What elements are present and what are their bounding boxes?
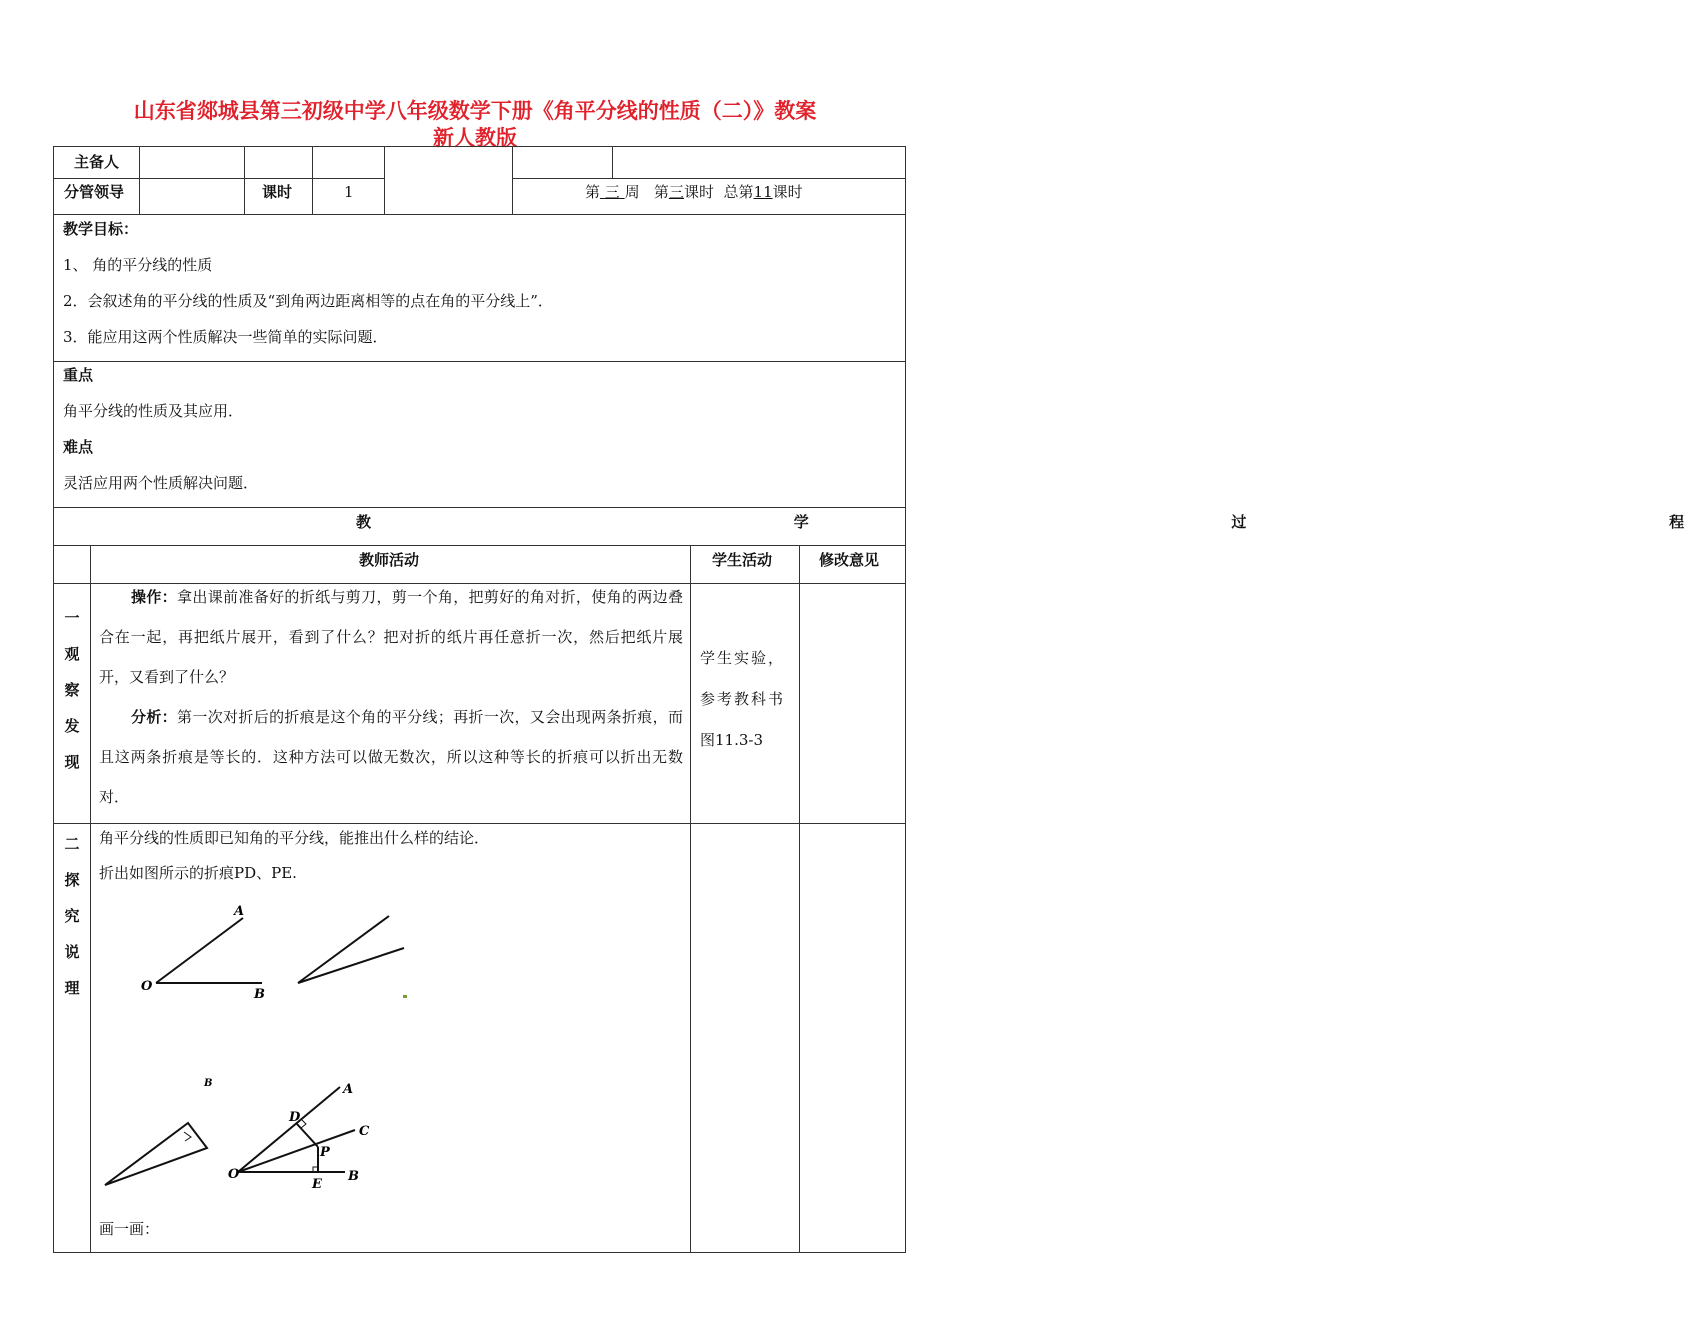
objective-item-1: 1、 角的平分线的性质 — [63, 256, 213, 274]
student-activity-3: 图11.3-3 — [700, 731, 764, 749]
col-revise-header: 修改意见 — [819, 551, 880, 569]
draw-prompt: 画一画： — [99, 1220, 160, 1238]
right-angle-d — [301, 1120, 306, 1128]
leader-label: 分管领导 — [64, 183, 125, 201]
student-activity-2: 参考教科书 — [700, 690, 786, 708]
document-title-line2: 新人教版 — [433, 126, 517, 150]
label-b: B — [254, 987, 265, 1002]
period-value: 1 — [344, 183, 354, 201]
key-points-heading: 重点 — [63, 366, 94, 384]
student-activity-1: 学生实验， — [700, 649, 786, 667]
ray-oa — [156, 918, 243, 983]
col-teacher-header: 教师活动 — [359, 551, 420, 569]
document-title-line1: 山东省郯城县第三初级中学八年级数学下册《角平分线的性质（二）》教案 — [133, 99, 817, 123]
objectives-heading: 教学目标： — [63, 220, 139, 238]
section2-label: 二 探 究 说 理 — [64, 835, 80, 997]
label-e: E — [312, 1177, 322, 1192]
fold-line-upper — [298, 916, 389, 983]
objective-item-3: 3．能应用这两个性质解决一些简单的实际问题． — [63, 328, 388, 346]
section2-line2: 折出如图所示的折痕PD、PE. — [99, 864, 297, 882]
label-c: C — [359, 1124, 370, 1139]
key-points-text: 角平分线的性质及其应用． — [63, 402, 244, 420]
difficulty-heading: 难点 — [63, 438, 94, 456]
label-p: P — [320, 1145, 330, 1160]
right-angle-mark — [184, 1132, 191, 1141]
preparer-label: 主备人 — [74, 153, 120, 171]
process-heading: 教 学 过 程 — [356, 513, 1684, 531]
stray-mark — [403, 995, 407, 998]
label-d: D — [289, 1110, 301, 1125]
right-triangle — [105, 1123, 207, 1185]
col-student-header: 学生活动 — [712, 551, 773, 569]
objective-item-2: 2．会叙述角的平分线的性质及“到角两边距离相等的点在角的平分线上”． — [63, 292, 553, 310]
schedule-info: 第 三 周 第三课时 总第11课时 — [585, 183, 803, 201]
label-b2: B — [204, 1078, 213, 1089]
section1-analysis: 分析：第一次对折后的折痕是这个角的平分线；再折一次，又会出现两条折痕，而且这两条折痕是等长的．这种方法可以做无数次，所以这种等长的折痕可以折出无数对． — [99, 708, 683, 806]
section1-operation: 操作：拿出课前准备好的折纸与剪刀，剪一个角，把剪好的角对折，使角的两边叠合在一起，再把纸片展开，看到了什么？把对折的纸片再任意折一次，然后把纸片展开，又看到了什么？ — [99, 588, 683, 686]
difficulty-text: 灵活应用两个性质解决问题． — [63, 474, 259, 492]
label-a2: A — [343, 1082, 354, 1097]
period-label: 课时 — [262, 183, 293, 201]
section2-line1: 角平分线的性质即已知角的平分线，能推出什么样的结论． — [99, 829, 490, 847]
fold-line-lower — [298, 948, 404, 983]
label-o2: O — [228, 1167, 240, 1182]
label-b3: B — [348, 1169, 359, 1184]
label-a: A — [234, 904, 245, 919]
segment-pd — [297, 1124, 318, 1147]
ray-c — [238, 1130, 355, 1172]
section1-label: 一 观 察 发 现 — [64, 609, 80, 771]
label-o: O — [141, 979, 153, 994]
